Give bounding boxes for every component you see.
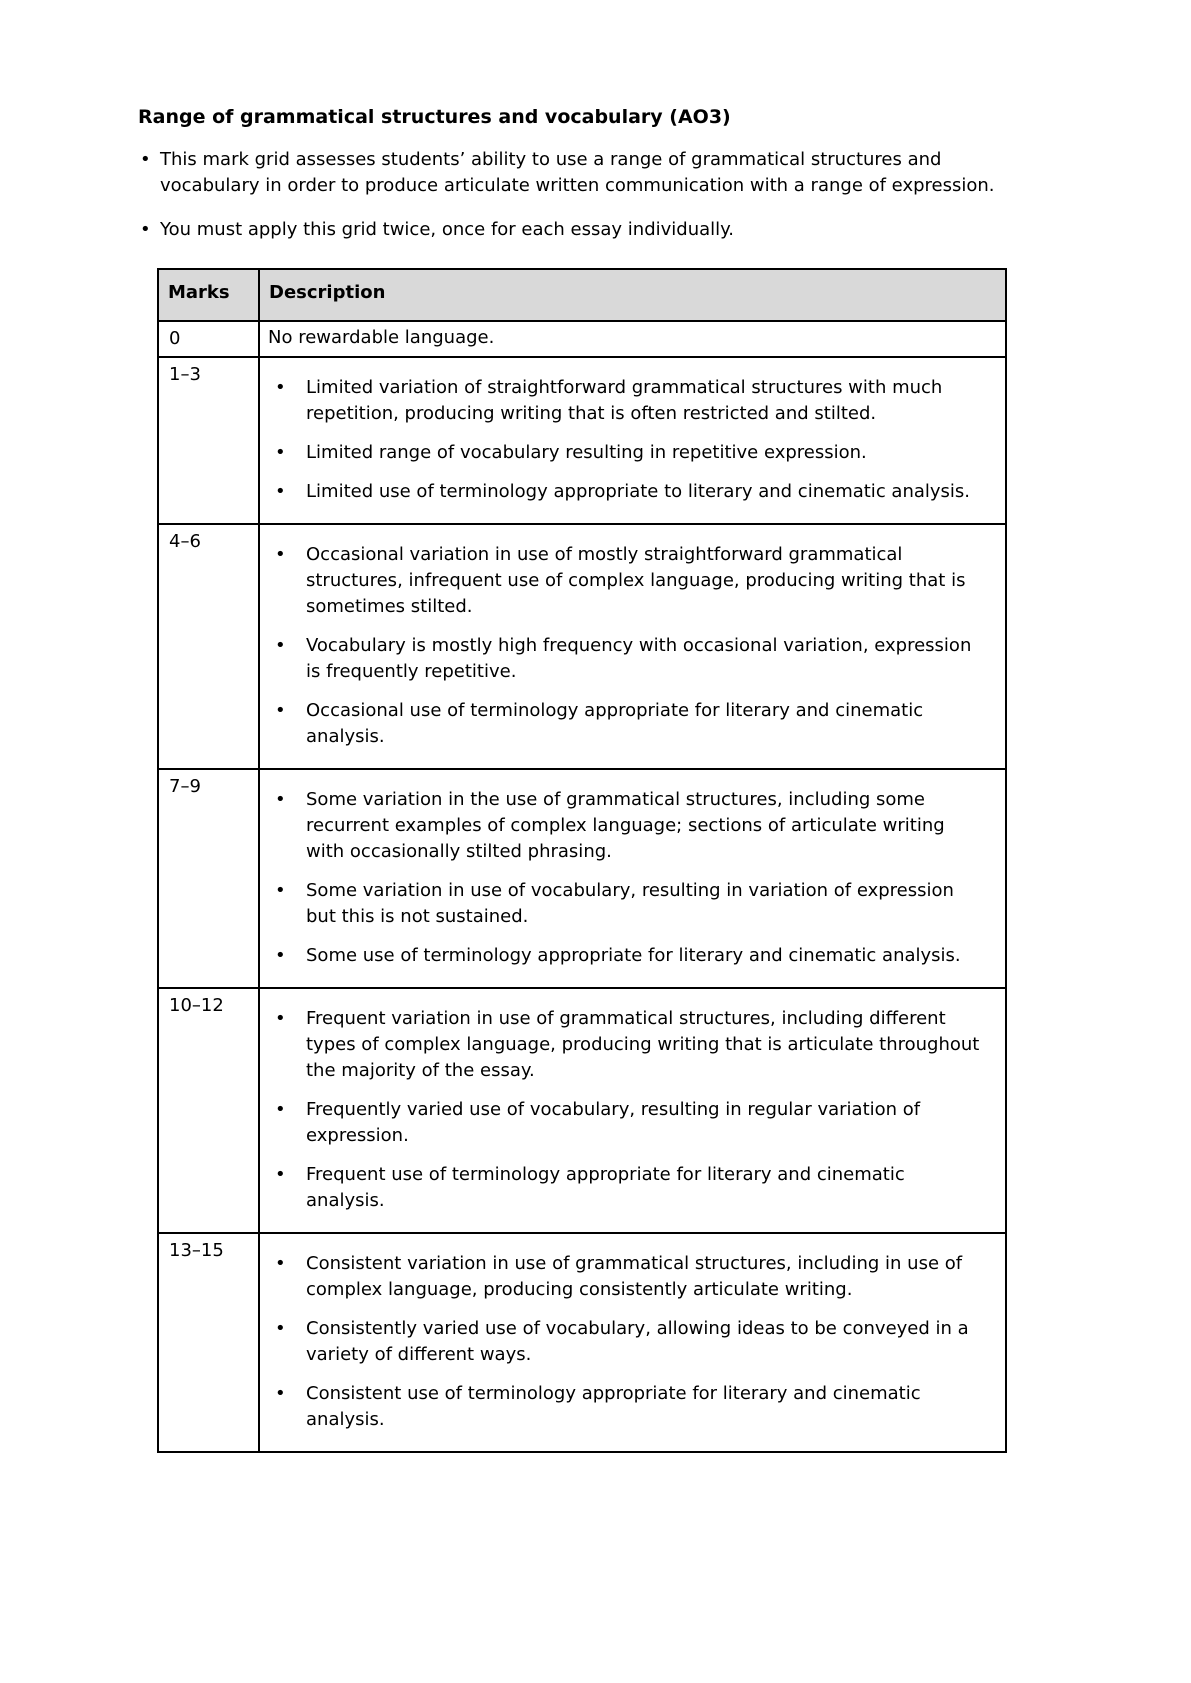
- description-bullet-item: • Occasional variation in use of mostly straightforward grammatical structures, infrequent use of complex language, producing writing that is sometimes stilted.: [268, 542, 983, 620]
- marks-cell: 1–3: [158, 357, 259, 524]
- description-bullet-list: [268, 787, 983, 969]
- description-bullet-item: • Limited use of terminology appropriate to literary and cinematic analysis.: [268, 479, 983, 505]
- description-column-header: Description: [259, 269, 1006, 321]
- mark-grid-header: [158, 269, 1006, 321]
- description-bullet-item: • Consistently varied use of vocabulary, allowing ideas to be conveyed in a variety of different ways.: [268, 1316, 983, 1368]
- description-bullet-item: • Some use of terminology appropriate for literary and cinematic analysis.: [268, 943, 983, 969]
- table-row: [158, 321, 1006, 357]
- description-bullet-item: • Frequently varied use of vocabulary, resulting in regular variation of expression.: [268, 1097, 983, 1149]
- marks-cell: 0: [158, 321, 259, 357]
- description-bullet-item: • Occasional use of terminology appropriate for literary and cinematic analysis.: [268, 698, 983, 750]
- description-bullet-item: • Frequent variation in use of grammatical structures, including different types of complex language, producing writing that is articulate throughout the majority of the essay.: [268, 1006, 983, 1084]
- description-bullet-list: [268, 1006, 983, 1214]
- description-cell: [259, 988, 1006, 1233]
- description-bullet-item: • Consistent variation in use of grammatical structures, including in use of complex language, producing consistently articulate writing.: [268, 1251, 983, 1303]
- description-cell: [259, 321, 1006, 357]
- marks-cell: 10–12: [158, 988, 259, 1233]
- description-bullet-list: [268, 1251, 983, 1433]
- description-bullet-item: • Limited range of vocabulary resulting in repetitive expression.: [268, 440, 983, 466]
- intro-bullet-item: • You must apply this grid twice, once for each essay individually.: [138, 217, 1010, 243]
- description-bullet-list: [268, 375, 983, 505]
- table-row: [158, 988, 1006, 1233]
- marks-cell: 4–6: [158, 524, 259, 769]
- marks-cell: 7–9: [158, 769, 259, 988]
- page-title: Range of grammatical structures and vocabulary (AO3): [138, 106, 731, 128]
- description-bullet-item: • Frequent use of terminology appropriate for literary and cinematic analysis.: [268, 1162, 983, 1214]
- mark-grid-body: [158, 321, 1006, 1452]
- table-row: [158, 1233, 1006, 1452]
- description-cell: [259, 769, 1006, 988]
- description-cell: [259, 357, 1006, 524]
- description-bullet-item: • Vocabulary is mostly high frequency with occasional variation, expression is frequently repetitive.: [268, 633, 983, 685]
- description-bullet-item: • Some variation in use of vocabulary, resulting in variation of expression but this is not sustained.: [268, 878, 983, 930]
- description-bullet-list: [268, 542, 983, 750]
- description-bullet-item: • Limited variation of straightforward grammatical structures with much repetition, producing writing that is often restricted and stilted.: [268, 375, 983, 427]
- table-row: [158, 357, 1006, 524]
- description-bullet-item: • Some variation in the use of grammatical structures, including some recurrent examples of complex language; sections of articulate writing with occasionally stilted phrasing.: [268, 787, 983, 865]
- intro-bullet-list: [138, 147, 1010, 243]
- mark-grid-table: [157, 268, 1007, 1453]
- marks-column-header: Marks: [158, 269, 259, 321]
- marks-cell: 13–15: [158, 1233, 259, 1452]
- description-bullet-item: • Consistent use of terminology appropriate for literary and cinematic analysis.: [268, 1381, 983, 1433]
- intro-bullet-item: • This mark grid assesses students’ ability to use a range of grammatical structures and vocabulary in order to produce articulate written communication with a range of expression.: [138, 147, 1010, 199]
- table-row: [158, 524, 1006, 769]
- description-cell: [259, 1233, 1006, 1452]
- description-text: No rewardable language.: [268, 327, 495, 348]
- description-cell: [259, 524, 1006, 769]
- header-row: [158, 269, 1006, 321]
- table-row: [158, 769, 1006, 988]
